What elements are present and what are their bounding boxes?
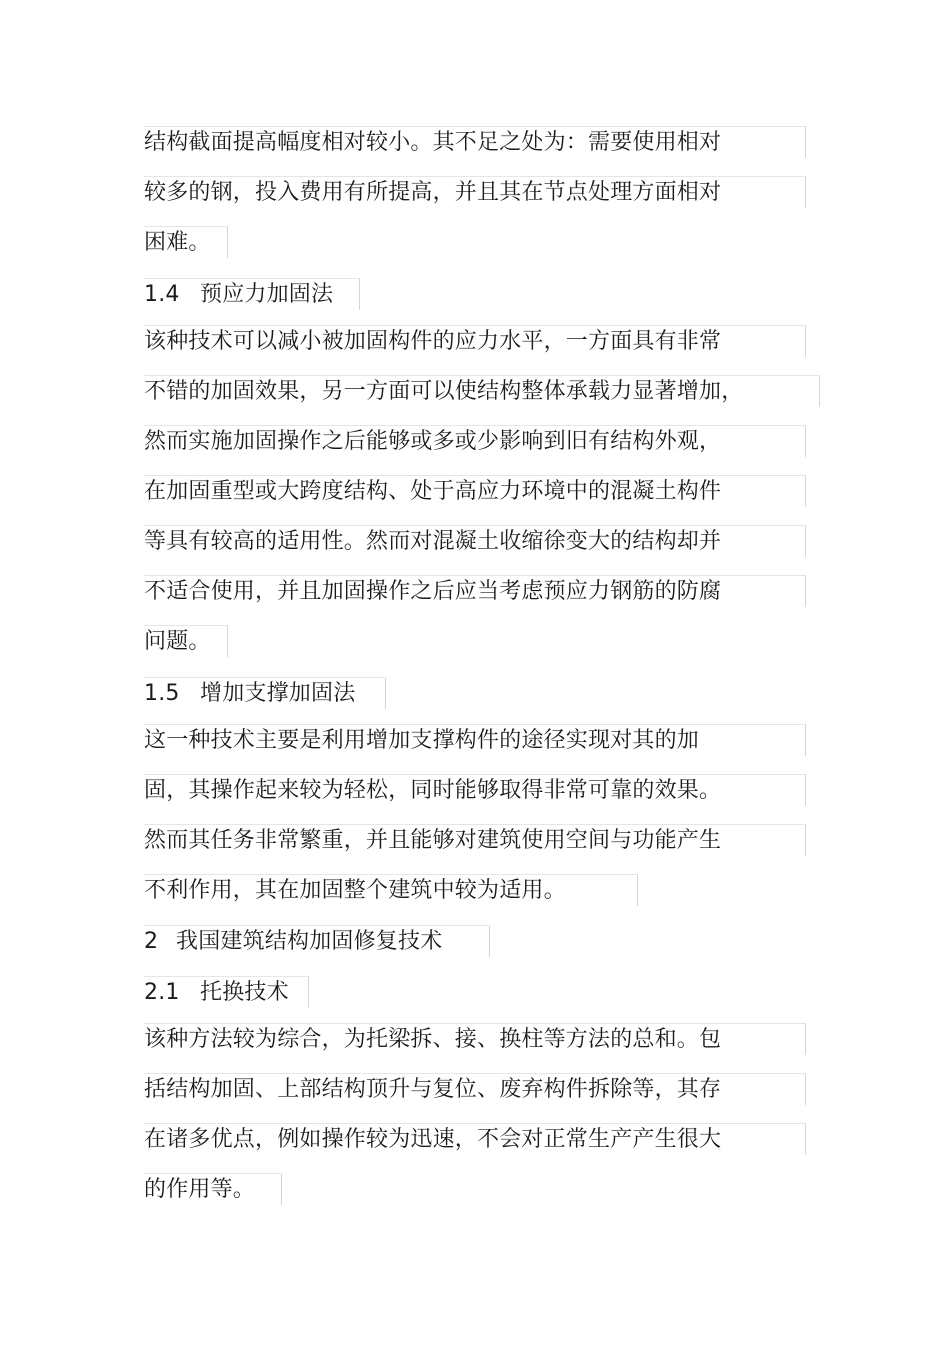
section-heading-1-4: [144, 278, 360, 310]
text-line: 然而其任务非常繁重，并且能够对建筑使用空间与功能产生: [144, 824, 806, 856]
text-line: 在诸多优点，例如操作较为迅速，不会对正常生产产生很大: [144, 1123, 806, 1155]
text-line: 不适合使用，并且加固操作之后应当考虑预应力钢筋的防腐: [144, 575, 806, 607]
text-line: 这一种技术主要是利用增加支撑构件的途径实现对其的加: [144, 724, 806, 756]
section-title: 托换技术: [200, 980, 289, 1005]
text-line: 然而实施加固操作之后能够或多或少影响到旧有结构外观，: [144, 425, 806, 457]
text-line: 较多的钢，投入费用有所提高，并且其在节点处理方面相对: [144, 176, 806, 208]
text-line: 不利作用，其在加固整个建筑中较为适用。: [144, 874, 638, 906]
section-heading-2-1: [144, 976, 309, 1008]
text-line: 不错的加固效果，另一方面可以使结构整体承载力显著增加，: [144, 375, 820, 407]
text-line: 结构截面提高幅度相对较小。其不足之处为：需要使用相对: [144, 126, 806, 158]
text-line: 在加固重型或大跨度结构、处于高应力环境中的混凝土构件: [144, 475, 806, 507]
section-heading-1-5: [144, 677, 386, 709]
section-title: 增加支撑加固法: [200, 681, 356, 706]
text-line: 问题。: [144, 625, 228, 657]
text-line: 括结构加固、上部结构顶升与复位、废弃构件拆除等，其存: [144, 1073, 806, 1105]
section-number: 1.4: [144, 282, 180, 307]
section-title: 预应力加固法: [200, 282, 334, 307]
text-line: 该种技术可以减小被加固构件的应力水平，一方面具有非常: [144, 325, 806, 357]
section-number: 2: [144, 929, 159, 954]
section-number: 1.5: [144, 681, 180, 706]
text-line: 的作用等。: [144, 1173, 282, 1205]
text-line: 固，其操作起来较为轻松，同时能够取得非常可靠的效果。: [144, 774, 806, 806]
text-line: 该种方法较为综合，为托梁拆、接、换柱等方法的总和。包: [144, 1023, 806, 1055]
section-number: 2.1: [144, 980, 180, 1005]
section-title: 我国建筑结构加固修复技术: [176, 929, 443, 954]
text-line: 困难。: [144, 226, 228, 258]
section-heading-2: [144, 925, 490, 957]
text-line: 等具有较高的适用性。然而对混凝土收缩徐变大的结构却并: [144, 525, 806, 557]
